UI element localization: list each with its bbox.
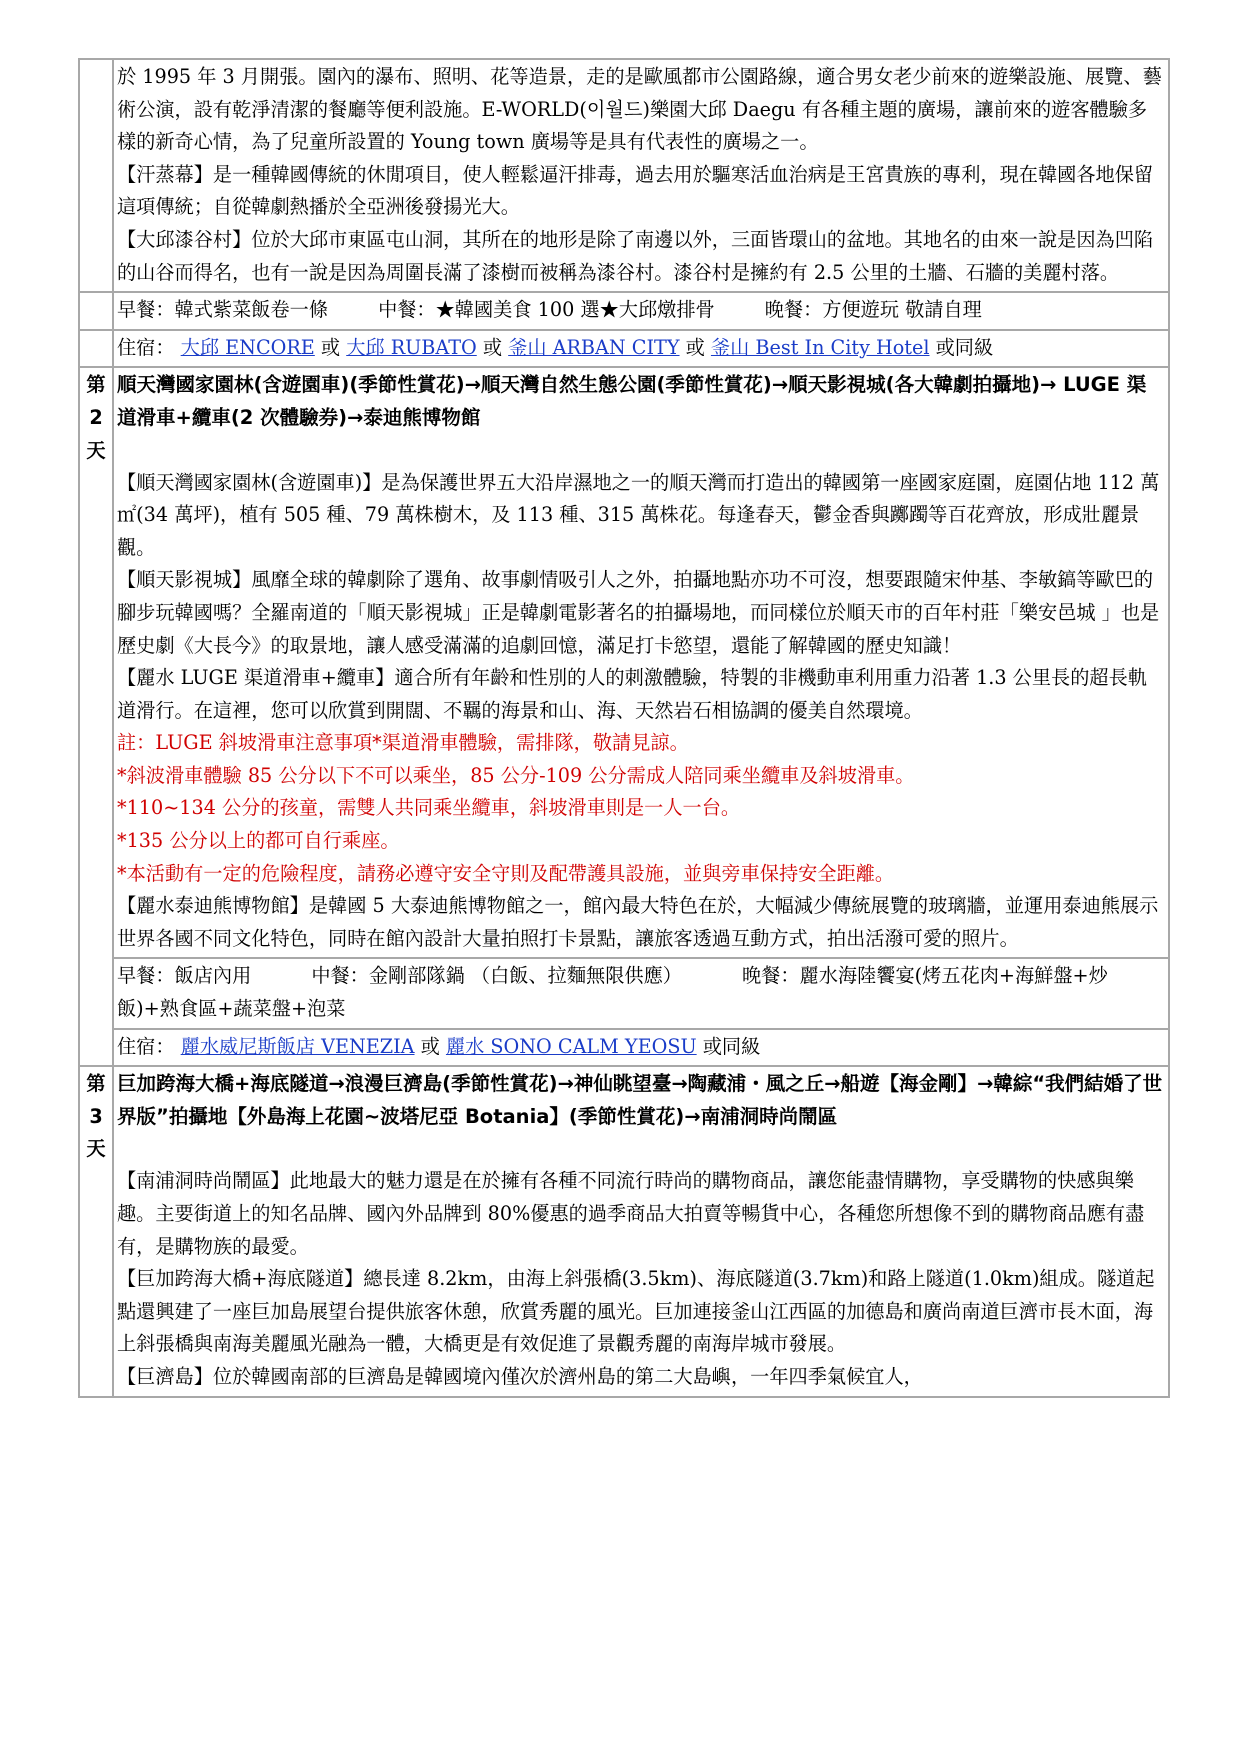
day2-hotel-cell: [113, 1029, 1169, 1067]
day2-hotel-row: [79, 1029, 1169, 1067]
day2-content-row: [79, 367, 1169, 958]
hotel-link-busan-best-in-city[interactable]: 釜山 Best In City Hotel: [710, 335, 930, 359]
day1-paragraph: 於 1995 年 3 月開張。園內的瀑布、照明、花等造景，走的是歐風都市公園路線，適合男女老少前來的遊樂設施、展覽、藝術公演，設有乾淨清潔的餐廳等便利設施。E-WORLD(이월드)樂園大邱 Daegu 有各種主題的廣場，讓前來的遊客體驗多樣的新奇心情，為了兒童所設置的 Young town 廣場等是具有代表性的廣場之一。: [117, 65, 1162, 154]
day3-content-row: [79, 1066, 1169, 1396]
lunch-text: 中餐：★韓國美食 100 選★大邱燉排骨: [378, 298, 715, 322]
hotel-link-yeosu-venezia[interactable]: 麗水威尼斯飯店 VENEZIA: [180, 1034, 415, 1058]
day1-meals-row: [79, 292, 1169, 330]
or-text: 或: [320, 335, 341, 359]
day1-description-cell: [113, 59, 1169, 292]
day1-meals-cell: [113, 292, 1169, 330]
luge-note: *135 公分以上的都可自行乘座。: [117, 829, 400, 853]
day2-paragraph: 【麗水泰迪熊博物館】是韓國 5 大泰迪熊博物館之一，館內最大特色在於，大幅減少傳統展覽的玻璃牆，並運用泰迪熊展示世界各國不同文化特色，同時在館內設計大量拍照打卡景點，讓旅客透過互動方式，拍出活潑可愛的照片。: [117, 894, 1159, 950]
breakfast-text: 早餐：韓式紫菜飯卷一條: [117, 298, 329, 322]
itinerary-table: [78, 58, 1170, 1398]
luge-note: *斜波滑車體驗 85 公分以下不可以乘坐，85 公分-109 公分需成人陪同乘坐纜車及斜坡滑車。: [117, 763, 915, 787]
day2-paragraph: 【順天影視城】風靡全球的韓劇除了選角、故事劇情吸引人之外，拍攝地點亦功不可沒，想要跟隨宋仲基、李敏鎬等歐巴的腳步玩韓國嗎？全羅南道的「順天影視城」正是韓劇電影著名的拍攝場地，而同樣位於順天市的百年村莊「樂安邑城 」也是歷史劇《大長今》的取景地，讓人感受滿滿的追劇回憶，滿足打卡慾望，還能了解韓國的歷史知識！: [117, 568, 1160, 657]
day1-content-row: [79, 59, 1169, 292]
breakfast-text: 早餐：飯店內用: [117, 964, 252, 988]
luge-note: *110~134 公分的孩童，需雙人共同乘坐纜車，斜坡滑車則是一人一台。: [117, 796, 741, 820]
hotel-link-daegu-rubato[interactable]: 大邱 RUBATO: [346, 335, 477, 359]
luge-note: *本活動有一定的危險程度，請務必遵守安全守則及配帶護具設施，並與旁車保持安全距離。: [117, 861, 895, 885]
day3-route-title: 巨加跨海大橋+海底隧道→浪漫巨濟島(季節性賞花)→神仙眺望臺→陶藏浦・風之丘→船遊【海金剛】→韓綜“我們結婚了世界版”拍攝地【外島海上花園~波塔尼亞 Botania】(季節性賞花)→南浦洞時尚鬧區: [117, 1072, 1163, 1128]
hotel-label: 住宿：: [117, 335, 175, 359]
dinner-text: 晚餐：方便遊玩 敬請自理: [764, 298, 982, 322]
day2-paragraph: 【麗水 LUGE 渠道滑車+纜車】適合所有年齡和性別的人的刺激體驗，特製的非機動車利用重力沿著 1.3 公里長的超長軌道滑行。在這裡，您可以欣賞到開闊、不羈的海景和山、海、天然岩石相協調的優美自然環境。: [117, 666, 1147, 722]
day1-paragraph: 【汗蒸幕】是一種韓國傳統的休閒項目，使人輕鬆逼汗排毒，過去用於驅寒活血治病是王宮貴族的專利，現在韓國各地保留這項傳統；自從韓劇熱播於全亞洲後發揚光大。: [117, 162, 1154, 219]
day2-route-title: 順天灣國家園林(含遊園車)(季節性賞花)→順天灣自然生態公園(季節性賞花)→順天影視城(各大韓劇拍攝地)→ LUGE 渠道滑車+纜車(2 次體驗券)→泰迪熊博物館: [117, 373, 1147, 429]
day2-meals-cell: [113, 958, 1169, 1028]
or-text: 或: [685, 335, 705, 359]
day1-hotel-cell: [113, 330, 1169, 368]
day2-description-cell: [113, 367, 1169, 958]
dinner-text: 晚餐：麗水海陸饗宴(烤五花肉+海鮮盤+炒飯)+熟食區+蔬菜盤+泡菜: [117, 964, 1108, 1021]
or-equivalent-text: 或同級: [702, 1034, 761, 1058]
day3-day-label: 第 3 天: [79, 1066, 113, 1396]
day2-paragraph: 【順天灣國家園林(含遊園車)】是為保護世界五大沿岸濕地之一的順天灣而打造出的韓國第一座國家庭園，庭園佔地 112 萬㎡(34 萬坪)，植有 505 種、79 萬株樹木，及 113 種、315 萬株花。每逢春天，鬱金香與躑躅等百花齊放，形成壯麗景觀。: [117, 470, 1160, 559]
day1-hotel-row: [79, 330, 1169, 368]
day2-day-label: 第 2 天: [79, 367, 113, 1066]
or-equivalent-text: 或同級: [935, 335, 994, 359]
luge-note: 註：LUGE 斜坡滑車注意事項*渠道滑車體驗，需排隊，敬請見諒。: [117, 731, 689, 755]
day3-paragraph: 【巨濟島】位於韓國南部的巨濟島是韓國境內僅次於濟州島的第二大島嶼，一年四季氣候宜人，: [117, 1364, 923, 1388]
day2-meals-row: [79, 958, 1169, 1028]
hotel-link-daegu-encore[interactable]: 大邱 ENCORE: [180, 335, 315, 359]
day3-paragraph: 【巨加跨海大橋+海底隧道】總長達 8.2km，由海上斜張橋(3.5km)、海底隧道(3.7km)和路上隧道(1.0km)組成。隧道起點還興建了一座巨加島展望台提供旅客休憩，欣賞秀麗的風光。巨加連接釜山江西區的加德島和廣尚南道巨濟市長木面，海上斜張橋與南海美麗風光融為一體，大橋更是有效促進了景觀秀麗的南海岸城市發展。: [117, 1267, 1155, 1356]
hotel-link-busan-arban-city[interactable]: 釜山 ARBAN CITY: [508, 335, 680, 359]
day3-paragraph: 【南浦洞時尚鬧區】此地最大的魅力還是在於擁有各種不同流行時尚的購物商品，讓您能盡情購物，享受購物的快感與樂趣。主要街道上的知名品牌、國內外品牌到 80%優惠的過季商品大拍賣等暢貨中心，各種您所想像不到的購物商品應有盡有，是購物族的最愛。: [117, 1169, 1145, 1258]
day1-day-cell: [79, 59, 113, 292]
or-text: 或: [482, 335, 503, 359]
hotel-label: 住宿：: [117, 1034, 175, 1058]
or-text: 或: [420, 1034, 440, 1058]
day3-description-cell: [113, 1066, 1169, 1396]
hotel-link-yeosu-sono-calm[interactable]: 麗水 SONO CALM YEOSU: [445, 1034, 697, 1058]
day1-paragraph: 【大邱漆谷村】位於大邱市東區屯山洞，其所在的地形是除了南邊以外，三面皆環山的盆地。其地名的由來一說是因為凹陷的山谷而得名，也有一說是因為周圍長滿了漆樹而被稱為漆谷村。漆谷村是擁約有 2.5 公里的土牆、石牆的美麗村落。: [117, 227, 1154, 284]
lunch-text: 中餐：金剛部隊鍋 （白飯、拉麵無限供應）: [311, 964, 682, 988]
